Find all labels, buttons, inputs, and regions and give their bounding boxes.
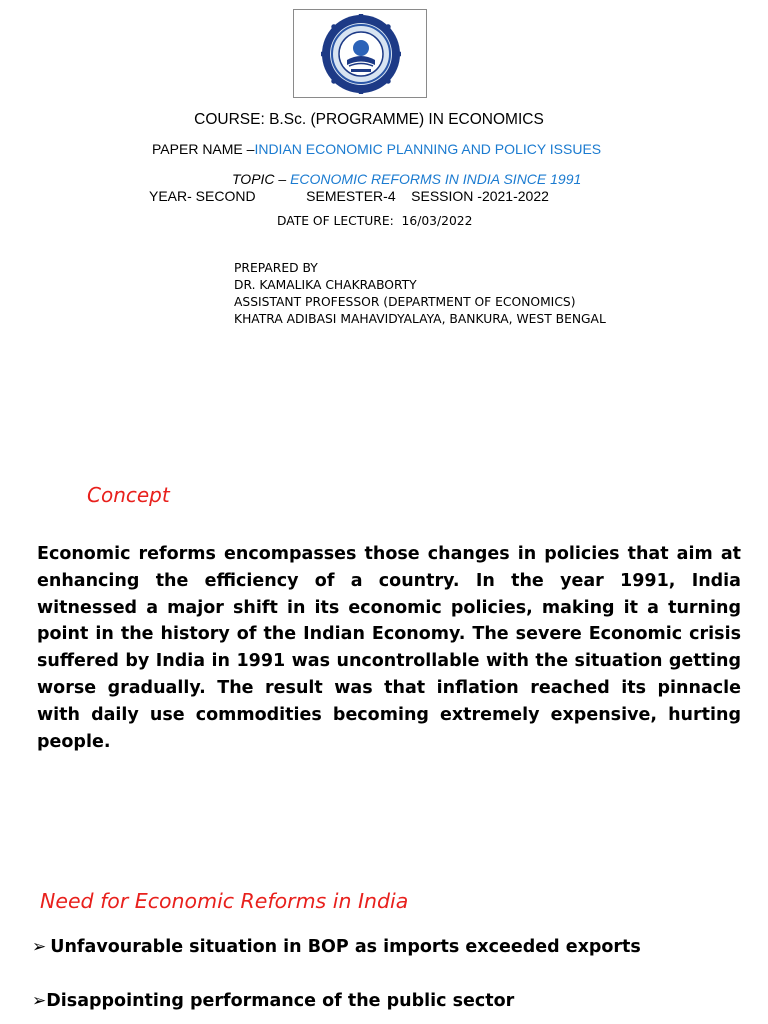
list-item xyxy=(32,937,641,957)
author-institution: KHATRA ADIBASI MAHAVIDYALAYA, BANKURA, WEST BENGAL xyxy=(234,312,606,326)
author-name: DR. KAMALIKA CHAKRABORTY xyxy=(234,278,417,292)
paper-name-line xyxy=(152,141,601,157)
topic-line xyxy=(232,171,581,187)
arrow-bullet-icon: ➢ xyxy=(32,937,47,957)
topic-value: ECONOMIC REFORMS IN INDIA SINCE 1991 xyxy=(290,171,582,187)
college-emblem-icon xyxy=(321,14,401,94)
list-item xyxy=(32,991,514,1011)
paper-name-label: PAPER NAME – xyxy=(152,141,255,157)
concept-paragraph: Economic reforms encompasses those changes in policies that aim at enhancing the efficiency of a country. In the year 1991, India witnessed a major shift in its economic policies, making it a turning point in the history of the Indian Economy. The severe Economic crisis suffered by India in 1991 was uncontrollable with the situation getting worse gradually. The result was that inflation reached its pinnacle with daily use commodities becoming extremely expensive, hurting people. xyxy=(37,544,741,752)
lecture-date: DATE OF LECTURE: 16/03/2022 xyxy=(277,214,473,228)
concept-heading: Concept xyxy=(87,483,170,507)
author-designation: ASSISTANT PROFESSOR (DEPARTMENT OF ECONOMICS) xyxy=(234,295,576,309)
bullet-text: Disappointing performance of the public sector xyxy=(46,991,515,1011)
logo-frame xyxy=(293,9,427,98)
topic-label: TOPIC – xyxy=(232,171,291,187)
course-title: COURSE: B.Sc. (PROGRAMME) IN ECONOMICS xyxy=(194,111,544,128)
year-semester-session: YEAR- SECOND SEMESTER-4 SESSION -2021-2022 xyxy=(149,188,549,204)
prepared-by-label: PREPARED BY xyxy=(234,261,318,275)
paper-name-value: INDIAN ECONOMIC PLANNING AND POLICY ISSUES xyxy=(254,141,602,157)
bullet-text: Unfavourable situation in BOP as imports exceeded exports xyxy=(50,937,641,957)
need-for-reforms-heading: Need for Economic Reforms in India xyxy=(40,889,409,913)
arrow-bullet-icon: ➢ xyxy=(32,991,47,1011)
